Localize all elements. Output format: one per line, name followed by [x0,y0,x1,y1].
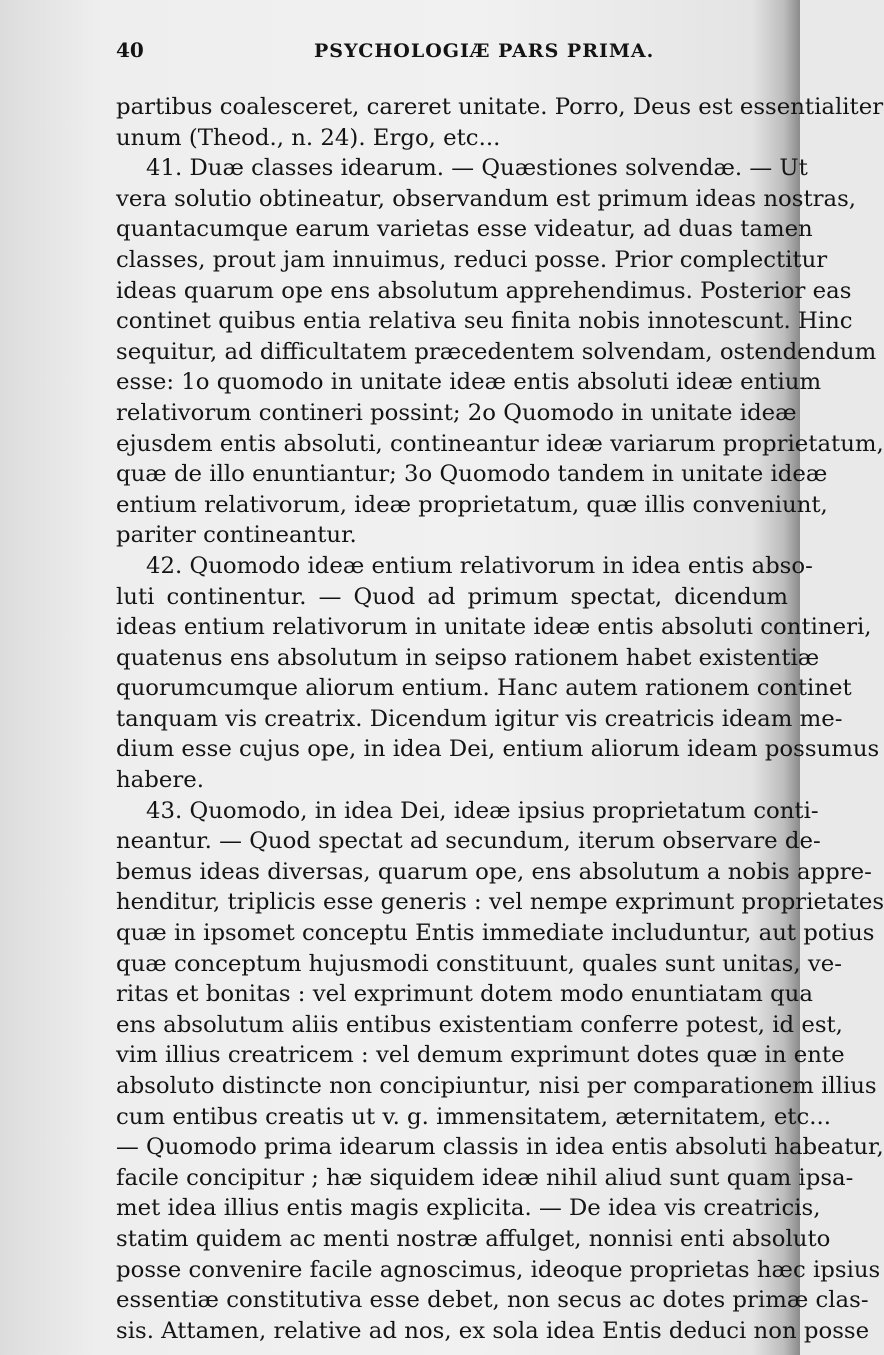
text-line: pariter contineantur. [116,522,357,549]
text-line: dium esse cujus ope, in idea Dei, entium aliorum ideam possumus [116,736,880,763]
text-line: classes, prout jam innuimus, reduci posse. Prior complectitur [116,246,828,273]
page-number: 40 [116,38,144,62]
text-line: posse convenire facile agnoscimus, ideoque proprietas hæc ipsius [116,1256,881,1283]
text-line: neantur. — Quod spectat ad secundum, iterum observare de- [116,828,821,855]
text-line: 41. Duæ classes idearum. — Quæstiones solvendæ. — Ut [146,155,808,182]
text-line: ideas entium relativorum in unitate ideæ entis absoluti contineri, [116,614,872,641]
text-line: relativorum contineri possint; 2o Quomodo in unitate ideæ [116,399,797,426]
text-line: unum (Theod., n. 24). Ergo, etc... [116,124,501,151]
text-line: vim illius creatricem : vel demum exprimunt dotes quæ in ente [116,1042,845,1069]
text-line: ens absolutum aliis entibus existentiam conferre potest, id est, [116,1011,843,1038]
text-line: essentiæ constitutiva esse debet, non secus ac dotes primæ clas- [116,1287,869,1314]
text-line: — Quomodo prima idearum classis in idea entis absoluti habeatur, [116,1134,884,1161]
text-line: quæ conceptum hujusmodi constituunt, quales sunt unitas, ve- [116,950,842,977]
text-line: quantacumque earum varietas esse videatur, ad duas tamen [116,216,813,243]
text-line: ejusdem entis absoluti, contineantur ideæ variarum proprietatum, [116,430,884,457]
text-line: tanquam vis creatrix. Dicendum igitur vis creatricis ideam me- [116,705,843,732]
text-line: 42. Quomodo ideæ entium relativorum in idea entis abso- [146,552,813,579]
body-text [116,92,884,1346]
text-line: partibus coalesceret, careret unitate. Porro, Deus est essentialiter [116,94,884,120]
text-line: statim quidem ac menti nostræ affulget, nonnisi enti absoluto [116,1225,831,1252]
text-line: esse: 1o quomodo in unitate ideæ entis absoluti ideæ entium [116,369,822,396]
text-line: met idea illius entis magis explicita. — De idea vis creatricis, [116,1195,821,1222]
page-header [116,38,760,72]
text-line: quatenus ens absolutum in seipso rationem habet existentiæ [116,644,820,671]
text-line: 43. Quomodo, in idea Dei, ideæ ipsius proprietatum conti- [146,797,819,824]
text-line: quæ in ipsomet conceptu Entis immediate includuntur, aut potius [116,920,875,947]
text-line: ideas quarum ope ens absolutum apprehendimus. Posterior eas [116,277,852,304]
text-line: sequitur, ad difficultatem præcedentem solvendam, ostendendum [116,338,877,365]
text-line: henditur, triplicis esse generis : vel nempe exprimunt proprietates [116,889,884,916]
text-line: cum entibus creatis ut v. g. immensitatem, æternitatem, etc... [116,1103,831,1130]
text-line: luti continentur. — Quod ad primum spectat, dicendum [116,583,788,610]
text-line: habere. [116,767,204,794]
text-line: quorumcumque aliorum entium. Hanc autem rationem continet [116,675,852,702]
text-line: sis. Attamen, relative ad nos, ex sola idea Entis deduci non posse [116,1317,870,1344]
text-line: quæ de illo enuntiantur; 3o Quomodo tandem in unitate ideæ [116,461,828,488]
text-line: continet quibus entia relativa seu finita nobis innotescunt. Hinc [116,308,853,335]
text-line: ritas et bonitas : vel exprimunt dotem modo enuntiatam qua [116,981,813,1008]
running-head: PSYCHOLOGIÆ PARS PRIMA. [314,40,655,62]
text-line: vera solutio obtineatur, observandum est primum ideas nostras, [116,185,857,212]
text-line: absoluto distincte non concipiuntur, nisi per comparationem illius [116,1073,877,1099]
text-line: facile concipitur ; hæ siquidem ideæ nihil aliud sunt quam ipsa- [116,1164,854,1191]
text-line: bemus ideas diversas, quarum ope, ens absolutum a nobis appre- [116,858,872,885]
text-line: entium relativorum, ideæ proprietatum, quæ illis conveniunt, [116,491,828,518]
